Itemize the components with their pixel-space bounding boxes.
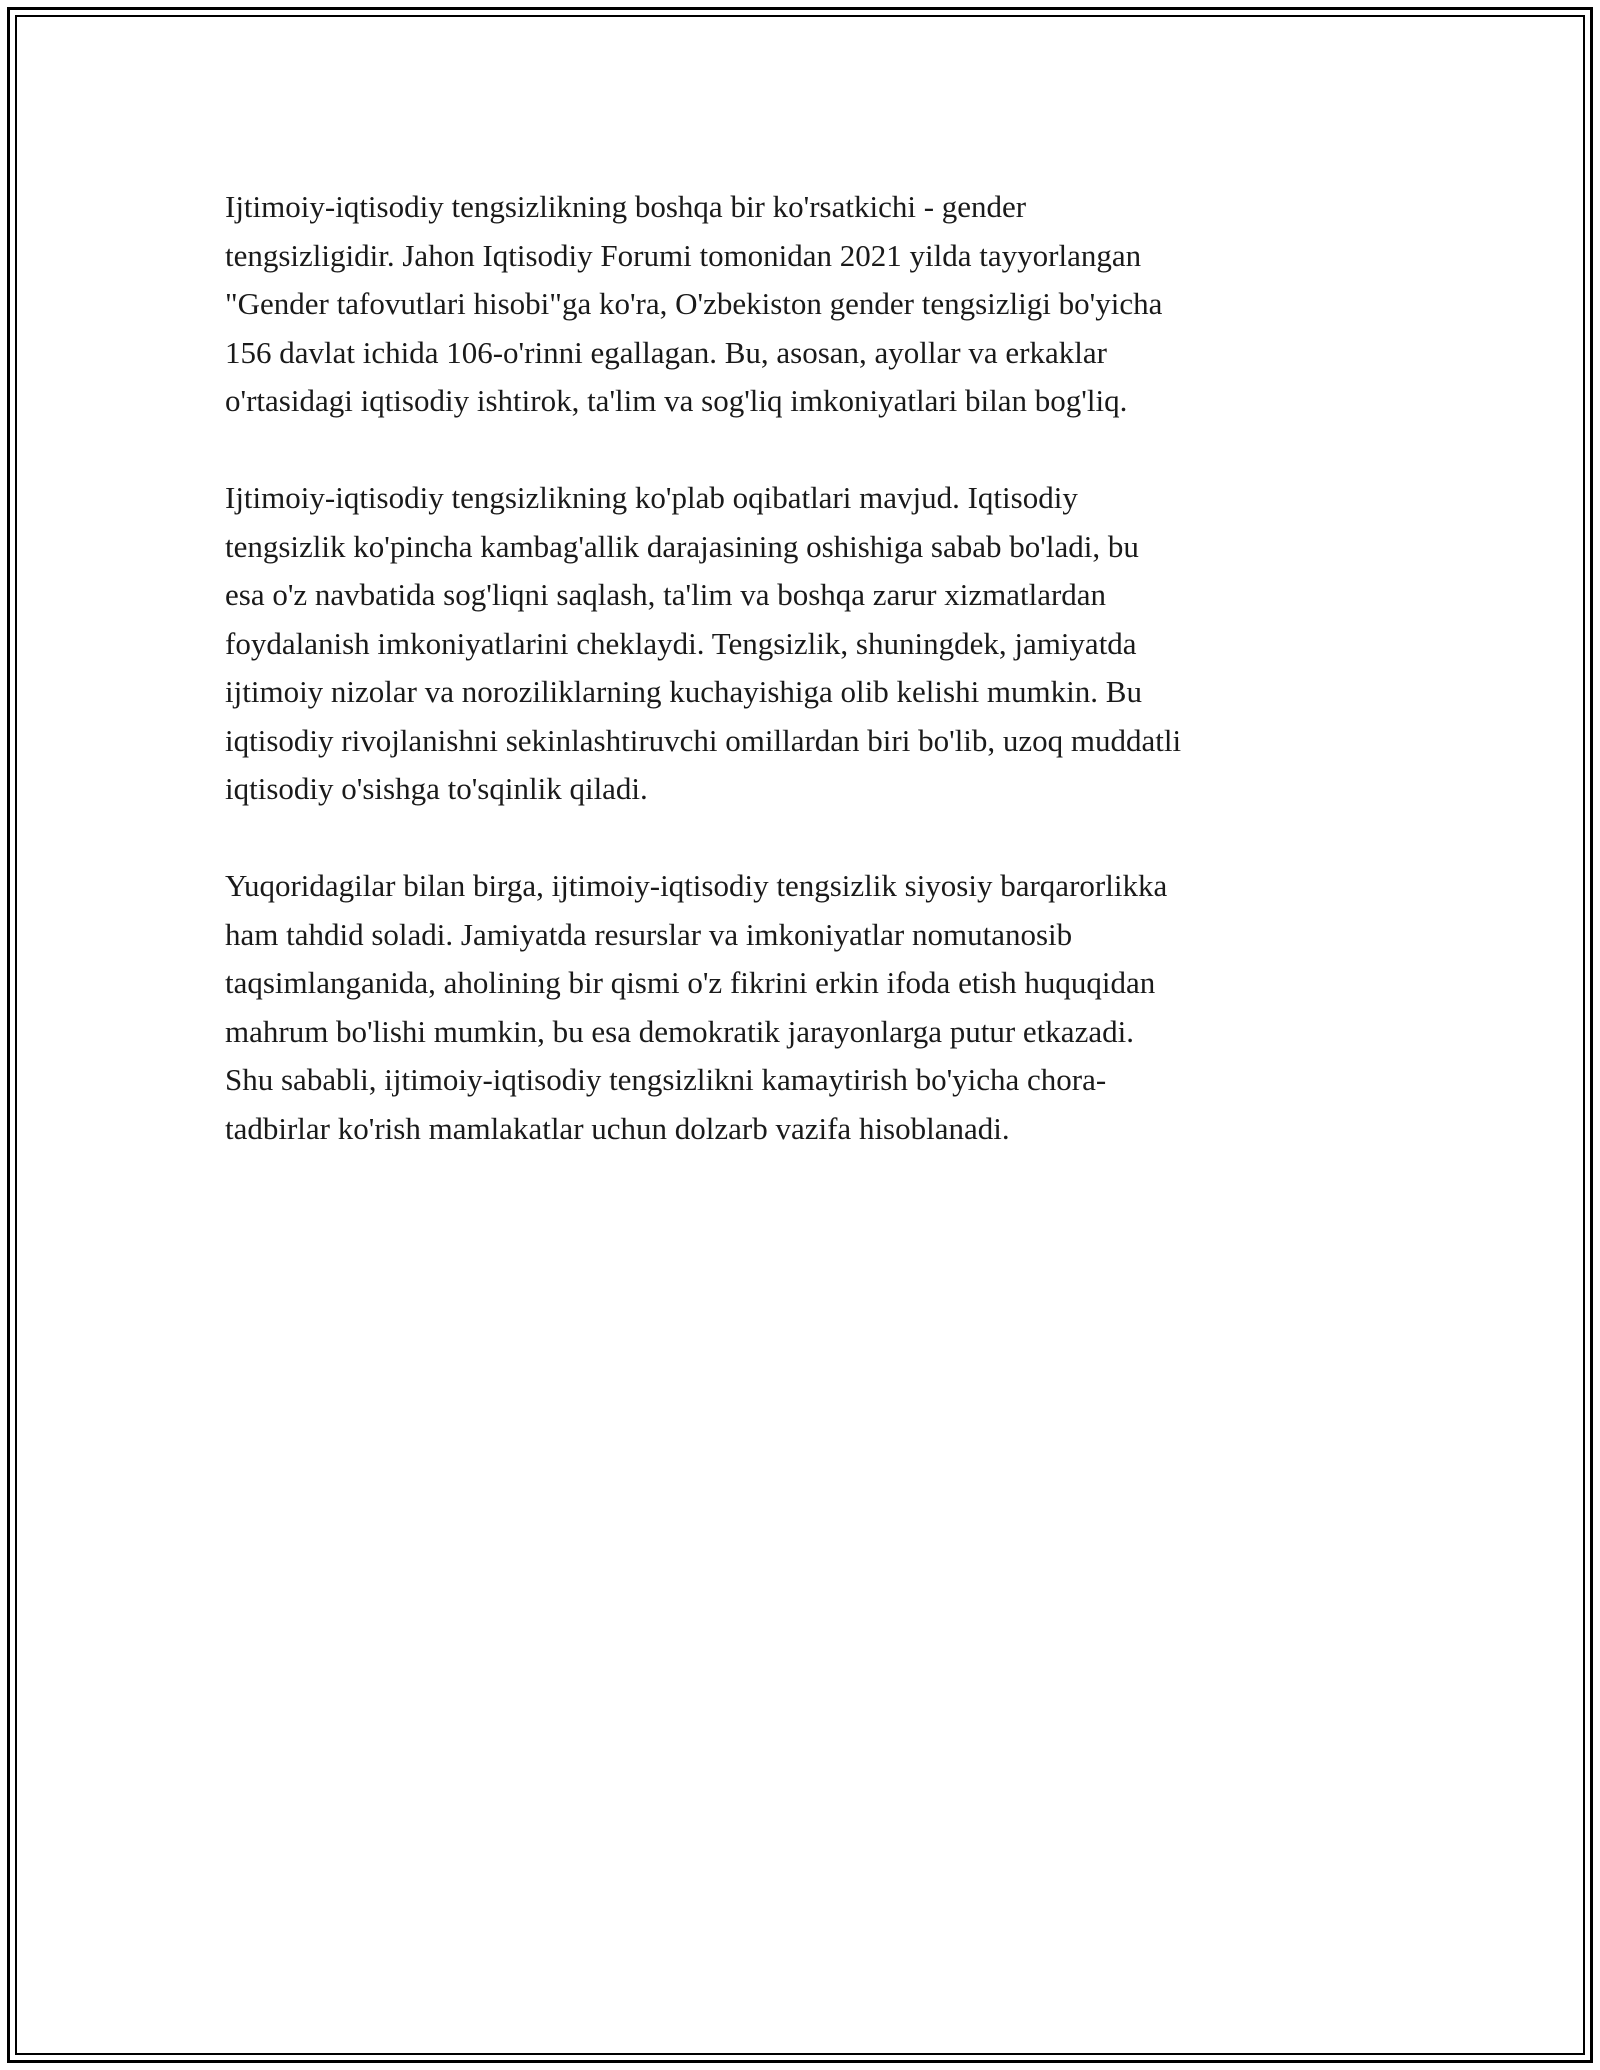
paragraph-political-stability: Yuqoridagilar bilan birga, ijtimoiy-iqtisodiy tengsizlik siyosiy barqarorlikka ham tahdid soladi. Jamiyatda resurslar va imkoniyatlar nomutanosib taqsimlanganida, aholining bir qismi o'z fikrini erkin ifoda etish huquqidan mahrum bo'lishi mumkin, bu esa demokratik jarayonlarga putur etkazadi. Shu sababli, ijtimoiy-iqtisodiy tengsizlikni kamaytirish bo'yicha chora- tadbirlar ko'rish mamlakatlar uchun dolzarb vazifa hisoblanadi. <box>225 868 1168 1146</box>
paragraph-gender-inequality: Ijtimoiy-iqtisodiy tengsizlikning boshqa bir ko'rsatkichi - gender tengsizligidir. Jahon Iqtisodiy Forumi tomonidan 2021 yilda tayyorlangan "Gender tafovutlari hisobi"ga ko'ra, O'zbekiston gender tengsizligi bo'yicha 156 davlat ichida 106-o'rinni egallagan. Bu, asosan, ayollar va erkaklar o'rtasidagi iqtisodiy ishtirok, ta'lim va sog'liq imkoniyatlari bilan bog'liq. <box>225 189 1163 418</box>
document-body <box>225 183 1385 1202</box>
paragraph-consequences: Ijtimoiy-iqtisodiy tengsizlikning ko'plab oqibatlari mavjud. Iqtisodiy tengsizlik ko'pincha kambag'allik darajasining oshishiga sabab bo'ladi, bu esa o'z navbatida sog'liqni saqlash, ta'lim va boshqa zarur xizmatlardan foydalanish imkoniyatlarini cheklaydi. Tengsizlik, shuningdek, jamiyatda ijtimoiy nizolar va noroziliklarning kuchayishiga olib kelishi mumkin. Bu iqtisodiy rivojlanishni sekinlashtiruvchi omillardan biri bo'lib, uzoq muddatli iqtisodiy o'sishga to'sqinlik qiladi. <box>225 480 1182 806</box>
